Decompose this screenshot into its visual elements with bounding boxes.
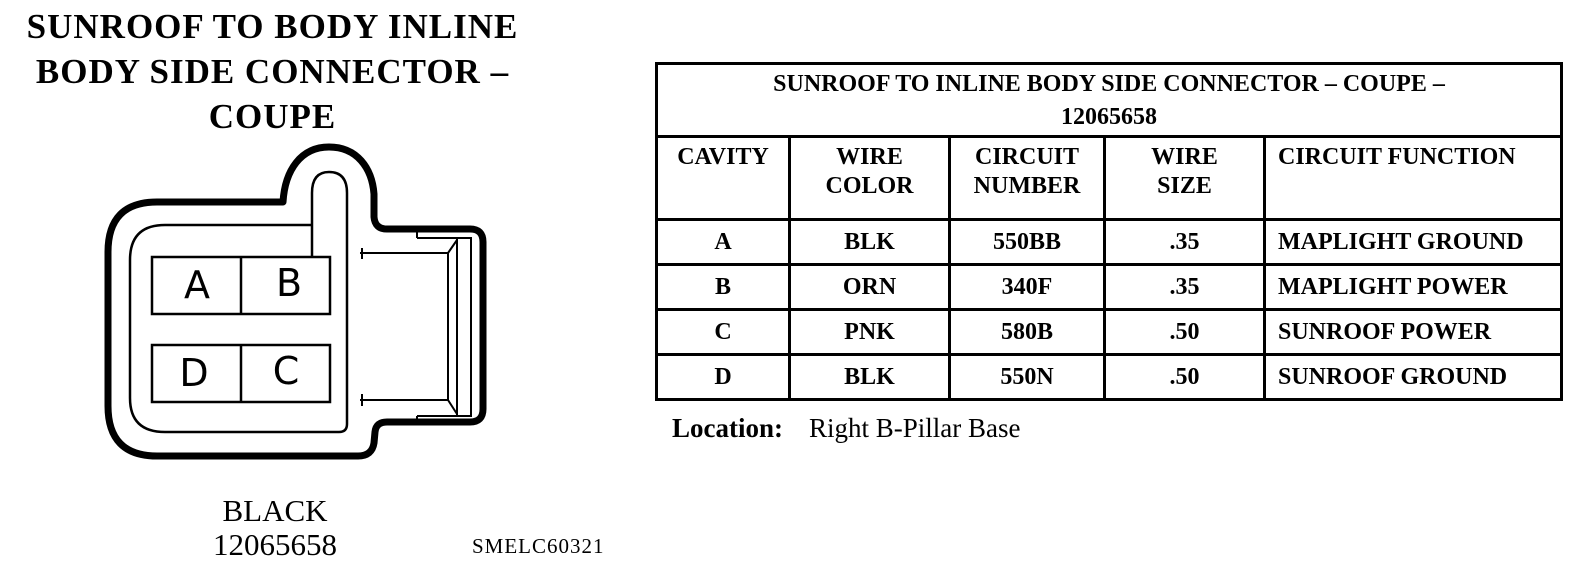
- cell-wire-color: PNK: [790, 310, 950, 355]
- page-title-line1: SUNROOF TO BODY INLINE: [26, 7, 519, 46]
- cell-circuit-number: 580B: [950, 310, 1105, 355]
- cell-circuit-function: SUNROOF GROUND: [1265, 355, 1562, 400]
- cell-wire-color: BLK: [790, 220, 950, 265]
- cell-wire-size: .35: [1105, 265, 1265, 310]
- cell-circuit-number: 550N: [950, 355, 1105, 400]
- cell-wire-size: .35: [1105, 220, 1265, 265]
- cell-wire-color: ORN: [790, 265, 950, 310]
- pinout-table: [655, 62, 1563, 401]
- table-row: [657, 265, 1562, 310]
- table-row: [657, 220, 1562, 265]
- table-title-line2: 12065658: [1061, 104, 1158, 130]
- connector-color-label: BLACK: [222, 493, 328, 528]
- cell-wire-size: .50: [1105, 355, 1265, 400]
- cell-circuit-function: MAPLIGHT GROUND: [1265, 220, 1562, 265]
- column-header-circuit-number: CIRCUIT NUMBER: [950, 137, 1105, 220]
- cell-circuit-number: 340F: [950, 265, 1105, 310]
- table-header-row: [657, 137, 1562, 220]
- cell-circuit-function: SUNROOF POWER: [1265, 310, 1562, 355]
- table-title-row: [657, 64, 1562, 137]
- cell-cavity: D: [657, 355, 790, 400]
- column-header-circuit-function: CIRCUIT FUNCTION: [1265, 137, 1562, 220]
- lock-tab: [360, 229, 471, 425]
- cell-wire-color: BLK: [790, 355, 950, 400]
- connector-part-number: 12065658: [213, 527, 337, 562]
- connector-caption: [120, 494, 430, 562]
- cell-cavity: C: [657, 310, 790, 355]
- location-value: Right B-Pillar Base: [809, 413, 1021, 443]
- table-title: [657, 64, 1562, 137]
- cavity-d-label: D: [179, 351, 209, 395]
- cell-cavity: B: [657, 265, 790, 310]
- location-line: [672, 413, 1021, 444]
- column-header-cavity: CAVITY: [657, 137, 790, 220]
- page-title: [0, 4, 545, 139]
- column-header-wire-size: WIRE SIZE: [1105, 137, 1265, 220]
- location-label: Location:: [672, 413, 783, 443]
- connector-diagram: [95, 138, 495, 468]
- table-row: [657, 310, 1562, 355]
- page-title-line3: COUPE: [208, 97, 337, 136]
- cavity-c-label: C: [272, 349, 300, 393]
- page-title-line2: BODY SIDE CONNECTOR –: [35, 52, 510, 91]
- cell-wire-size: .50: [1105, 310, 1265, 355]
- cell-cavity: A: [657, 220, 790, 265]
- table-row: [657, 355, 1562, 400]
- connector-inner-line: [130, 172, 347, 432]
- column-header-wire-color: WIRE COLOR: [790, 137, 950, 220]
- table-title-line1: SUNROOF TO INLINE BODY SIDE CONNECTOR – COUPE –: [773, 71, 1445, 97]
- figure-code: SMELC60321: [472, 534, 605, 558]
- cell-circuit-function: MAPLIGHT POWER: [1265, 265, 1562, 310]
- cell-circuit-number: 550BB: [950, 220, 1105, 265]
- cavity-a-label: A: [184, 263, 210, 307]
- cavity-b-label: B: [275, 261, 303, 305]
